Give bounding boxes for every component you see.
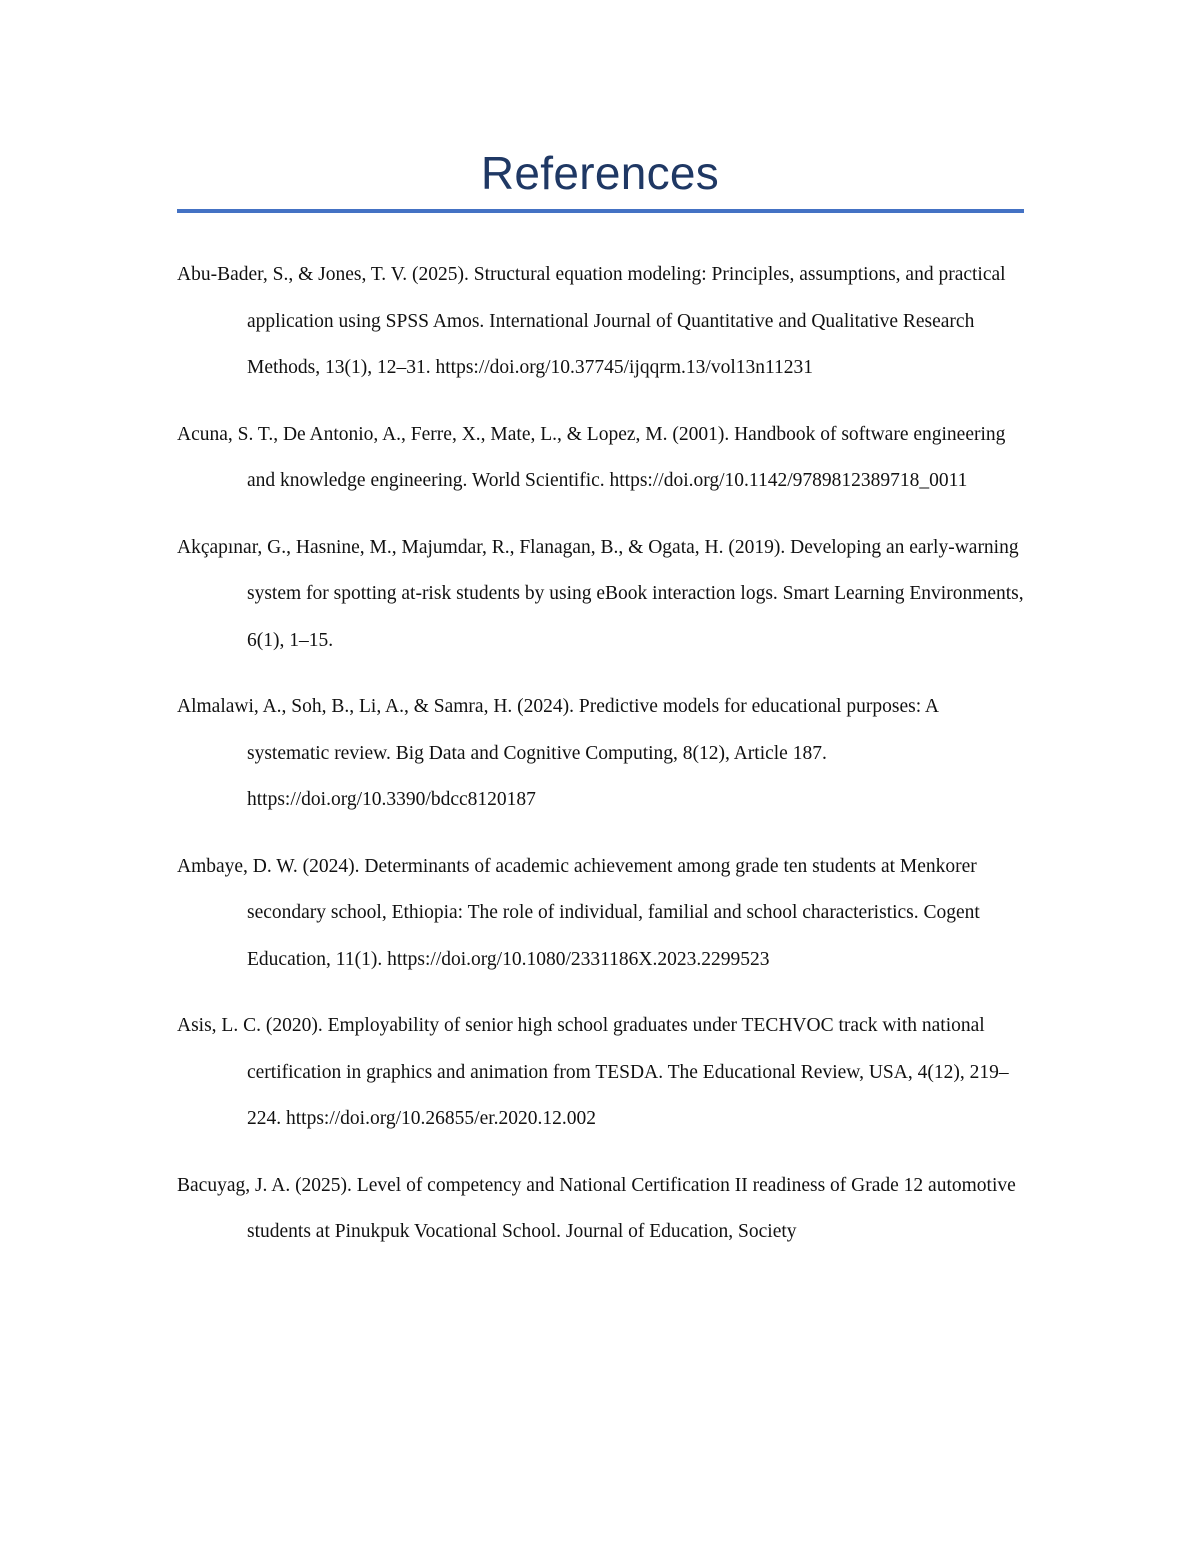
reference-entry: Almalawi, A., Soh, B., Li, A., & Samra, H. (2024). Predictive models for educational purposes: A systematic review. Big Data and Cognitive Computing, 8(12), Article 187. https://doi.org/10.3390/bdcc8120187 — [177, 696, 938, 810]
page-title: References — [480, 147, 720, 199]
reference-entry: Akçapınar, G., Hasnine, M., Majumdar, R., Flanagan, B., & Ogata, H. (2019). Developing an early-warning system for spotting at-risk students by using eBook interaction logs. Smart Learning Environments, 6(1), 1–15. — [177, 536, 1024, 651]
reference-entry: Asis, L. C. (2020). Employability of senior high school graduates under TECHVOC track with national certification in graphics and animation from TESDA. The Educational Review, USA, 4(12), 219–224. https://doi.org/10.26855/er.2020.12.002 — [177, 1015, 1009, 1129]
reference-entry: Abu-Bader, S., & Jones, T. V. (2025). Structural equation modeling: Principles, assumptions, and practical application using SPSS Amos. International Journal of Quantitative and Qualitative Research Methods, 13(1), 12–31. https://doi.org/10.37745/ijqqrm.13/vol13n11231 — [177, 264, 1006, 378]
reference-entry: Bacuyag, J. A. (2025). Level of competency and National Certification II readiness of Grade 12 automotive students at Pinukpuk Vocational School. Journal of Education, Society — [177, 1174, 1016, 1242]
reference-entry: Acuna, S. T., De Antonio, A., Ferre, X., Mate, L., & Lopez, M. (2001). Handbook of software engineering and knowledge engineering. World Scientific. https://doi.org/10.1142/9789812389718_0011 — [177, 423, 1006, 491]
reference-entry: Ambaye, D. W. (2024). Determinants of academic achievement among grade ten students at Menkorer secondary school, Ethiopia: The role of individual, familial and school characteristics. Cogent Education, 11(1). https://doi.org/10.1080/2331186X.2023.2299523 — [177, 855, 980, 970]
reference-list — [177, 252, 1024, 1276]
title-underline — [177, 209, 1024, 213]
